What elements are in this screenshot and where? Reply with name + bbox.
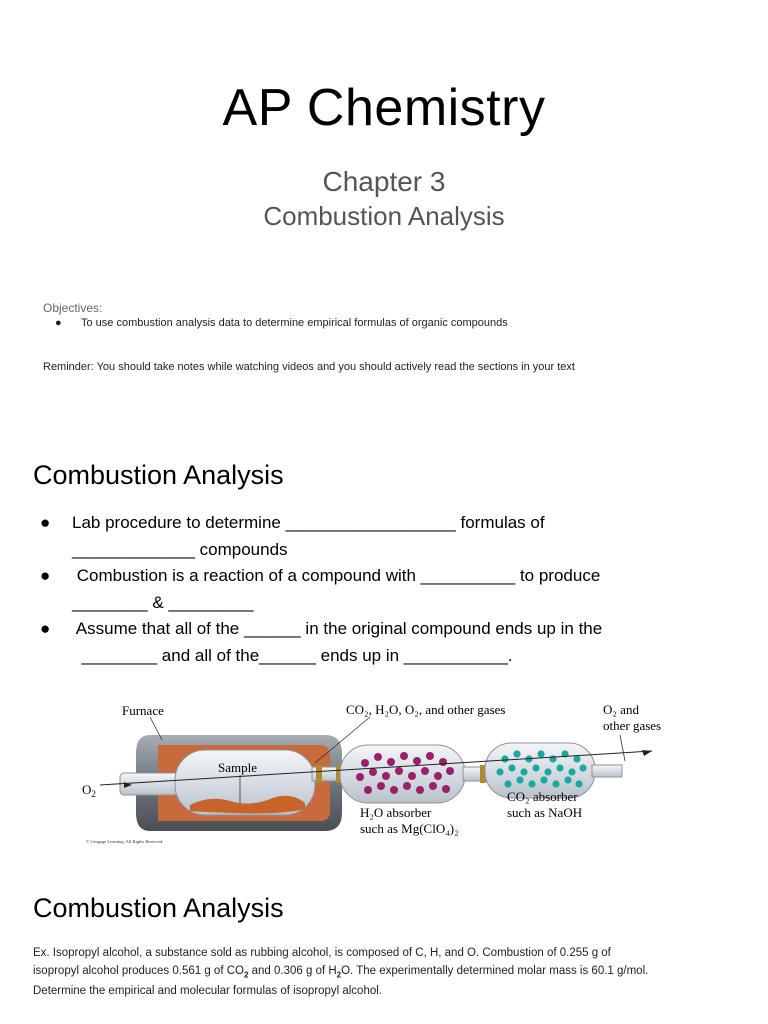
example-problem xyxy=(33,945,733,1001)
outlet-label-2: other gases xyxy=(603,718,662,733)
leader-line xyxy=(620,735,625,761)
co2-absorber-label-1: CO₂ absorber xyxy=(507,789,578,804)
co2-absorber-label-2: such as NaOH xyxy=(507,805,583,820)
list-item xyxy=(40,616,740,669)
bullet-dot: ● xyxy=(40,513,51,532)
furnace-label: Furnace xyxy=(122,703,164,718)
bullet-line: Lab procedure to determine __________________ formulas of xyxy=(72,513,545,532)
chapter-subtitle: Chapter 3 xyxy=(322,166,446,197)
bullet-dot: ● xyxy=(40,566,51,585)
example-line: Determine the empirical and molecular formulas of isopropyl alcohol. xyxy=(33,985,382,998)
reminder-text: Reminder: You should take notes while watching videos and you should actively read the sections in your text xyxy=(43,361,575,373)
list-item xyxy=(40,563,740,616)
h2o-absorber-label-1: H₂O absorber xyxy=(360,805,432,820)
o2-inlet-label: $O_2$ xyxy=(82,782,96,799)
page-title: AP Chemistry xyxy=(222,79,546,137)
bullet-line: ________ & _________ xyxy=(72,592,254,612)
section-heading: Combustion Analysis xyxy=(33,460,284,490)
bullet-line: Combustion is a reaction of a compound with __________ to produce xyxy=(72,566,601,585)
bullet-dot: ● xyxy=(55,317,62,329)
section-heading: Combustion Analysis xyxy=(33,893,284,923)
example-line: Ex. Isopropyl alcohol, a substance sold as rubbing alcohol, is composed of C, H, and O. Combustion of 0.255 g of xyxy=(33,947,611,959)
topic-subtitle: Combustion Analysis xyxy=(263,201,505,231)
plug xyxy=(316,765,322,783)
list-item xyxy=(40,510,740,563)
combustion-apparatus-diagram xyxy=(80,695,680,855)
gases-label: CO₂, H₂O, O₂, and other gases xyxy=(346,702,506,717)
example-line: isopropyl alcohol produces 0.561 g of $CO_2$ and 0.306 g of $H_2O$. The experimentally determined molar mass is 60.1 g/mol. xyxy=(33,964,649,979)
bullet-dot: ● xyxy=(40,619,51,638)
outlet-tube xyxy=(592,765,622,777)
bullet-line: ________ and all of the______ ends up in ___________. xyxy=(72,645,513,665)
objective-item xyxy=(55,317,508,329)
copyright-credit: © Cengage Learning. All Rights Reserved. xyxy=(86,839,164,844)
flow-arrowhead xyxy=(642,750,652,756)
objectives-heading: Objectives: xyxy=(43,301,103,315)
bullet-line: _____________ compounds xyxy=(72,539,288,559)
bullet-list xyxy=(40,510,740,669)
outlet-label-1: O₂ and xyxy=(603,702,639,717)
objective-text: To use combustion analysis data to determine empirical formulas of organic compounds xyxy=(81,317,508,329)
h2o-absorber-label-2: such as Mg(ClO₄)₂ xyxy=(360,821,459,836)
sample-label: Sample xyxy=(218,760,257,775)
bullet-line: Assume that all of the ______ in the original compound ends up in the xyxy=(72,619,603,638)
